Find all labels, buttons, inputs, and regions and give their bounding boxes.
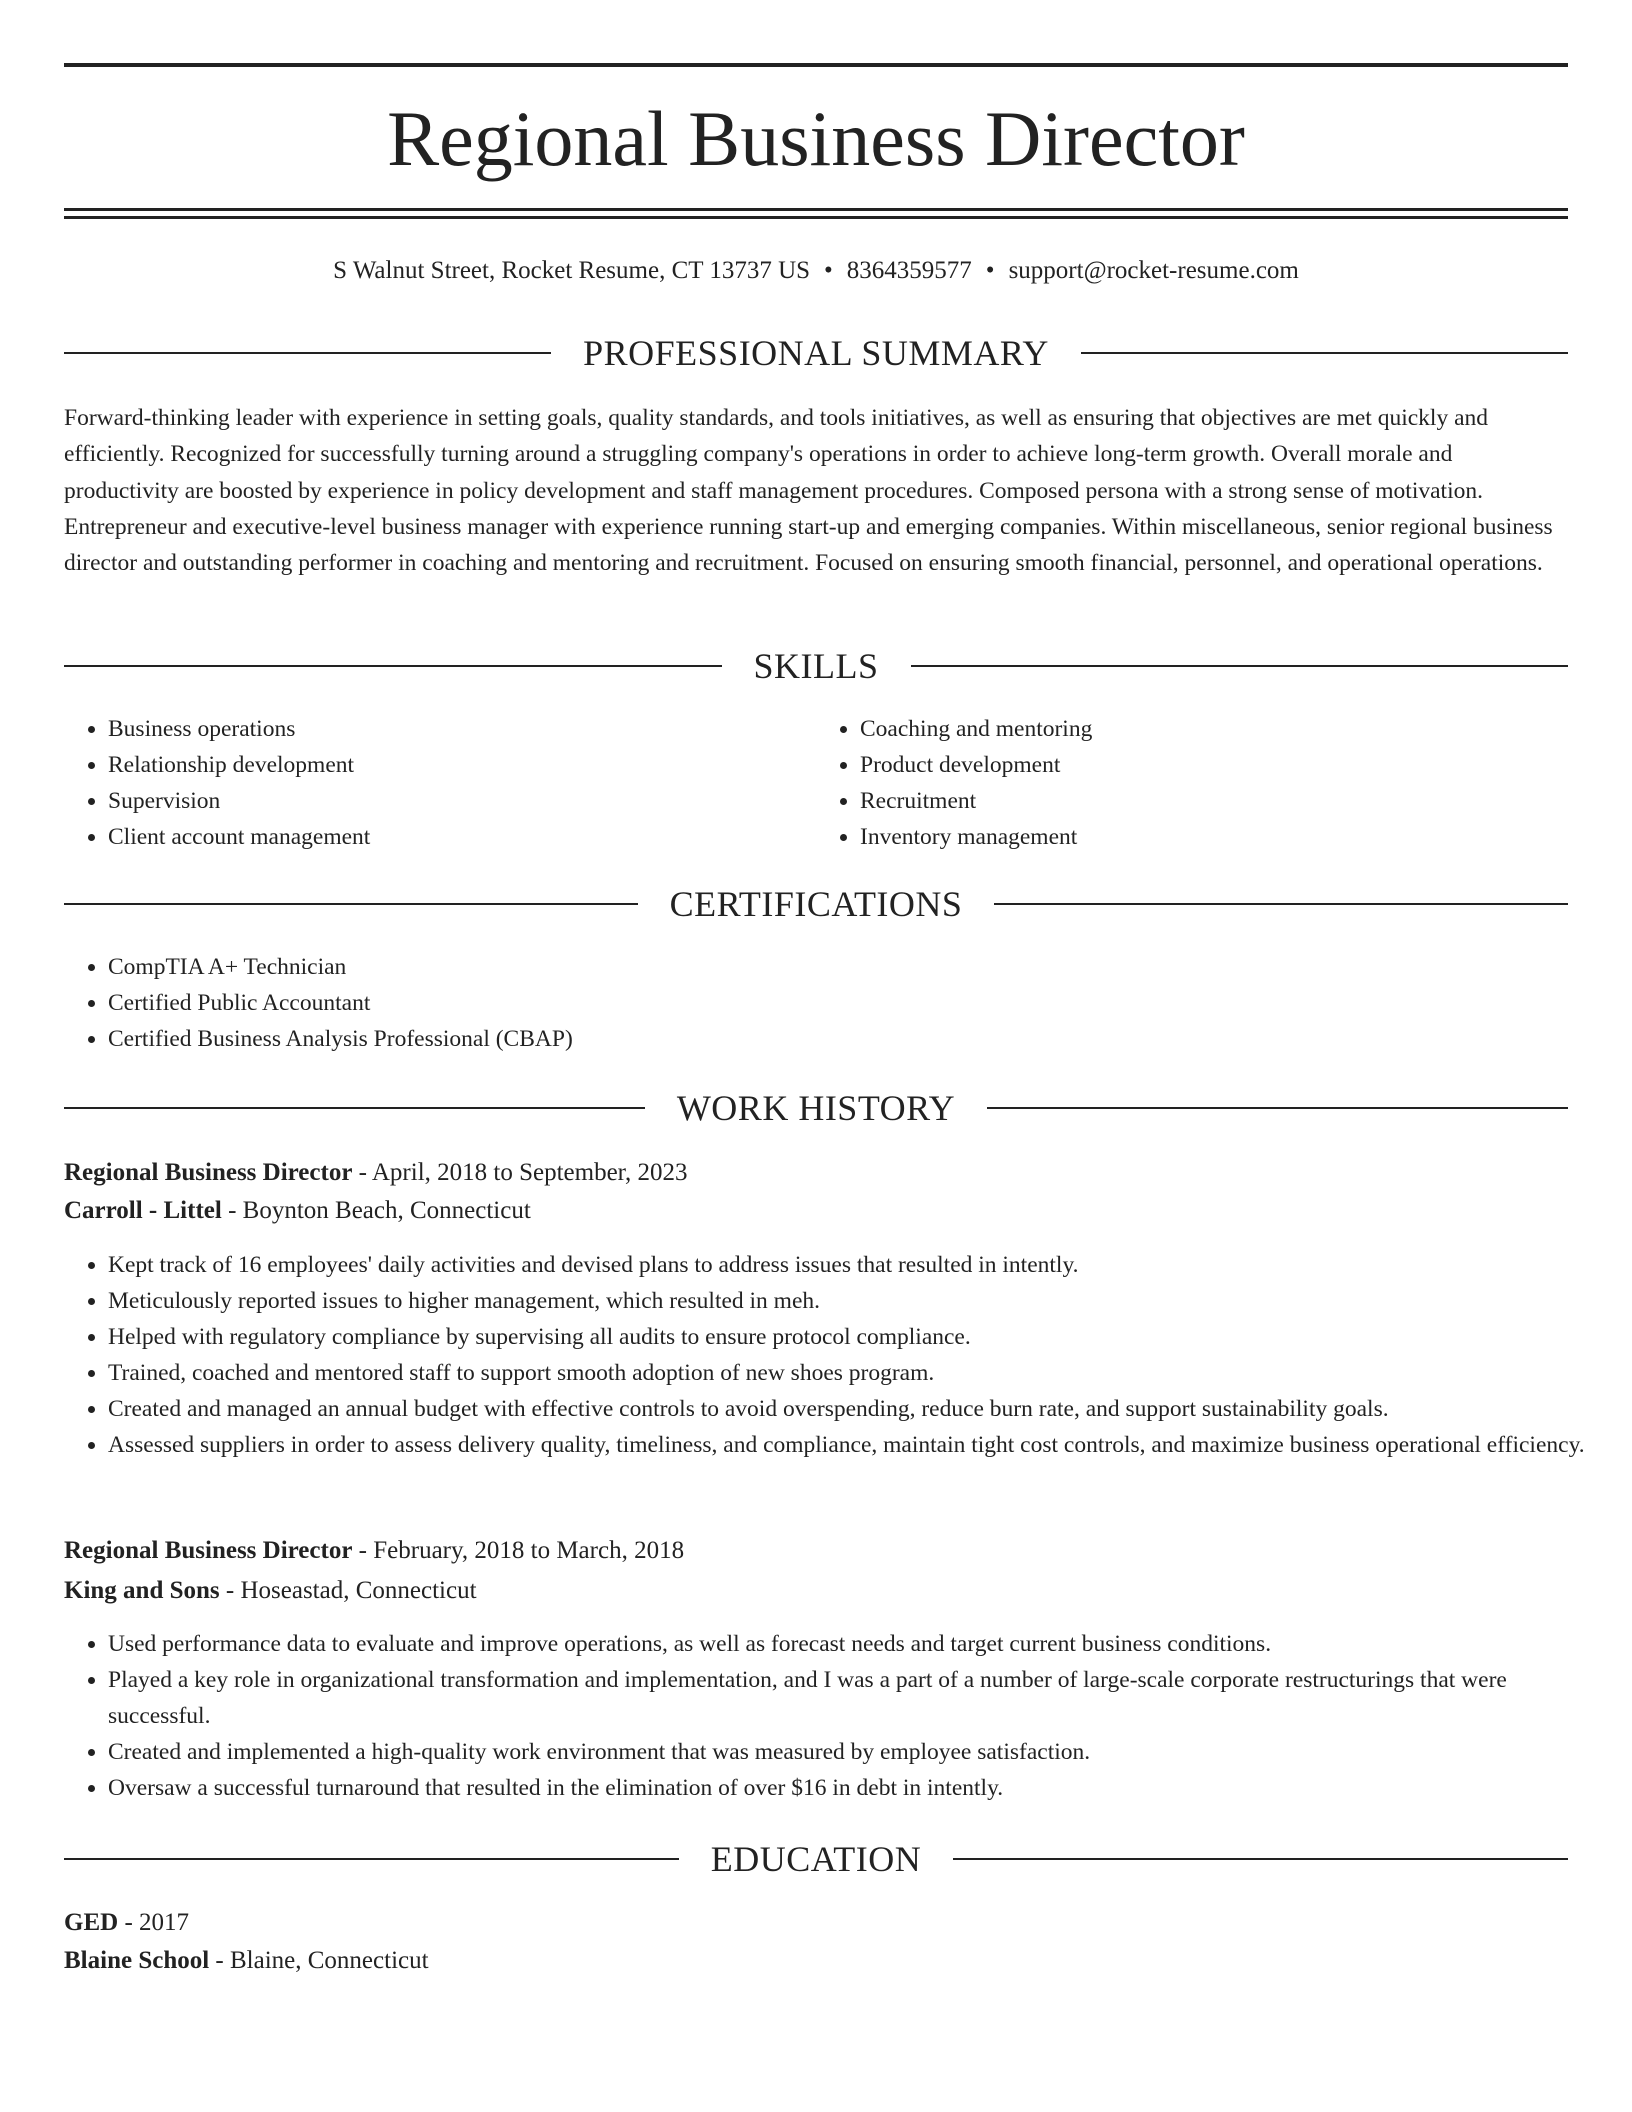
job-location: - Hoseastad, Connecticut	[219, 1577, 477, 1604]
title-rule-upper	[64, 208, 1568, 211]
section-title-skills: SKILLS	[753, 646, 879, 686]
skill-item: • Coaching and mentoring	[860, 711, 1568, 747]
section-rule-right	[953, 1858, 1568, 1860]
contact-address: S Walnut Street, Rocket Resume, CT 13737 US	[333, 257, 811, 284]
section-header-certifications	[64, 882, 1568, 926]
job-company: King and Sons	[64, 1577, 220, 1604]
job-bullet: • Created and managed an annual budget with effective controls to avoid overspending, reduce burn rate, and support sustainability goals.	[108, 1391, 1612, 1427]
contact-separator: •	[985, 257, 995, 284]
job-bullet: • Created and implemented a high-quality work environment that was measured by employee satisfaction.	[108, 1734, 1612, 1770]
top-rule	[64, 63, 1568, 67]
job-title: Regional Business Director	[64, 1159, 353, 1186]
job-bullet: • Trained, coached and mentored staff to support smooth adoption of new shoes program.	[108, 1355, 1612, 1391]
skill-item: • Client account management	[108, 819, 816, 855]
contact-phone: 8364359577	[846, 257, 972, 284]
section-header-skills	[64, 644, 1568, 688]
skill-item: • Business operations	[108, 711, 816, 747]
section-rule-left	[64, 903, 638, 905]
contact-line	[64, 254, 1568, 288]
job-dates: - February, 2018 to March, 2018	[352, 1537, 685, 1564]
section-rule-right	[987, 1107, 1568, 1109]
section-rule-right	[911, 665, 1569, 667]
section-title-education: EDUCATION	[710, 1839, 922, 1879]
education-year: - 2017	[118, 1909, 190, 1936]
job-bullets	[64, 1247, 1612, 1463]
section-rule-left	[64, 1858, 679, 1860]
certification-item: • Certified Public Accountant	[108, 985, 1612, 1021]
certifications-list	[64, 949, 1612, 1057]
job-dates: - April, 2018 to September, 2023	[352, 1159, 688, 1186]
job-bullet: • Used performance data to evaluate and improve operations, as well as forecast needs and target current business conditions.	[108, 1626, 1612, 1662]
certification-item: • CompTIA A+ Technician	[108, 949, 1612, 985]
section-rule-right	[994, 903, 1568, 905]
section-rule-left	[64, 1107, 645, 1109]
job-bullet: • Played a key role in organizational transformation and implementation, and I was a part of a number of large-scale corporate restructurings that were successful.	[108, 1662, 1612, 1734]
job-title-line	[64, 1532, 1568, 1570]
section-header-work-history	[64, 1086, 1568, 1130]
skill-item: • Inventory management	[860, 819, 1568, 855]
job-company-line	[64, 1572, 1568, 1610]
job-bullet: • Meticulously reported issues to higher management, which resulted in meh.	[108, 1283, 1612, 1319]
job-bullet: • Assessed suppliers in order to assess delivery quality, timeliness, and compliance, maintain tight cost controls, and maximize business operational efficiency.	[108, 1427, 1612, 1463]
job-location: - Boynton Beach, Connecticut	[221, 1197, 531, 1224]
education-school: Blaine School	[64, 1947, 210, 1974]
job-title-line	[64, 1154, 1568, 1192]
job-bullet: • Kept track of 16 employees' daily activities and devised plans to address issues that resulted in intently.	[108, 1247, 1612, 1283]
education-degree: GED	[64, 1909, 119, 1936]
skill-item: • Product development	[860, 747, 1568, 783]
title-rule-lower	[64, 216, 1568, 219]
job-title: Regional Business Director	[64, 1537, 353, 1564]
section-rule-right	[1081, 352, 1568, 354]
page-title: Regional Business Director	[387, 95, 1245, 182]
skill-item: • Supervision	[108, 783, 816, 819]
section-rule-left	[64, 352, 551, 354]
job-bullets	[64, 1626, 1612, 1806]
education-location: - Blaine, Connecticut	[209, 1947, 429, 1974]
section-title-certifications: CERTIFICATIONS	[669, 884, 963, 924]
contact-separator: •	[824, 257, 833, 284]
job-bullet: • Helped with regulatory compliance by supervising all audits to ensure protocol compliance.	[108, 1319, 1612, 1355]
education-school-line	[64, 1942, 1568, 1980]
skill-item: • Relationship development	[108, 747, 816, 783]
section-rule-left	[64, 665, 722, 667]
section-title-summary: PROFESSIONAL SUMMARY	[583, 333, 1049, 373]
contact-email: support@rocket-resume.com	[1008, 257, 1299, 284]
job-bullet: • Oversaw a successful turnaround that resulted in the elimination of over $16 in debt in intently.	[108, 1770, 1612, 1806]
section-header-education	[64, 1837, 1568, 1881]
skills-list	[64, 711, 1568, 855]
certification-item: • Certified Business Analysis Professional (CBAP)	[108, 1021, 1612, 1057]
section-title-work-history: WORK HISTORY	[676, 1088, 956, 1128]
summary-text: Forward-thinking leader with experience in setting goals, quality standards, and tools initiatives, as well as ensuring that objectives are met quickly and efficiently. Recognized for successfully turning around a struggling company's operations in order to achieve long-term growth. Overall morale and productivity are boosted by experience in policy development and staff management procedures. Composed persona with a strong sense of motivation. Entrepreneur and executive-level business manager with experience running start-up and emerging companies. Within miscellaneous, senior regional business director and outstanding performer in coaching and mentoring and recruitment. Focused on ensuring smooth financial, personnel, and operational operations.	[64, 405, 1553, 577]
skill-item: • Recruitment	[860, 783, 1568, 819]
education-degree-line	[64, 1904, 1568, 1942]
job-company-line	[64, 1192, 1568, 1230]
section-header-summary	[64, 331, 1568, 375]
job-company: Carroll - Littel	[64, 1197, 222, 1224]
skills-column-right	[816, 711, 1568, 855]
skills-column-left	[64, 711, 816, 855]
